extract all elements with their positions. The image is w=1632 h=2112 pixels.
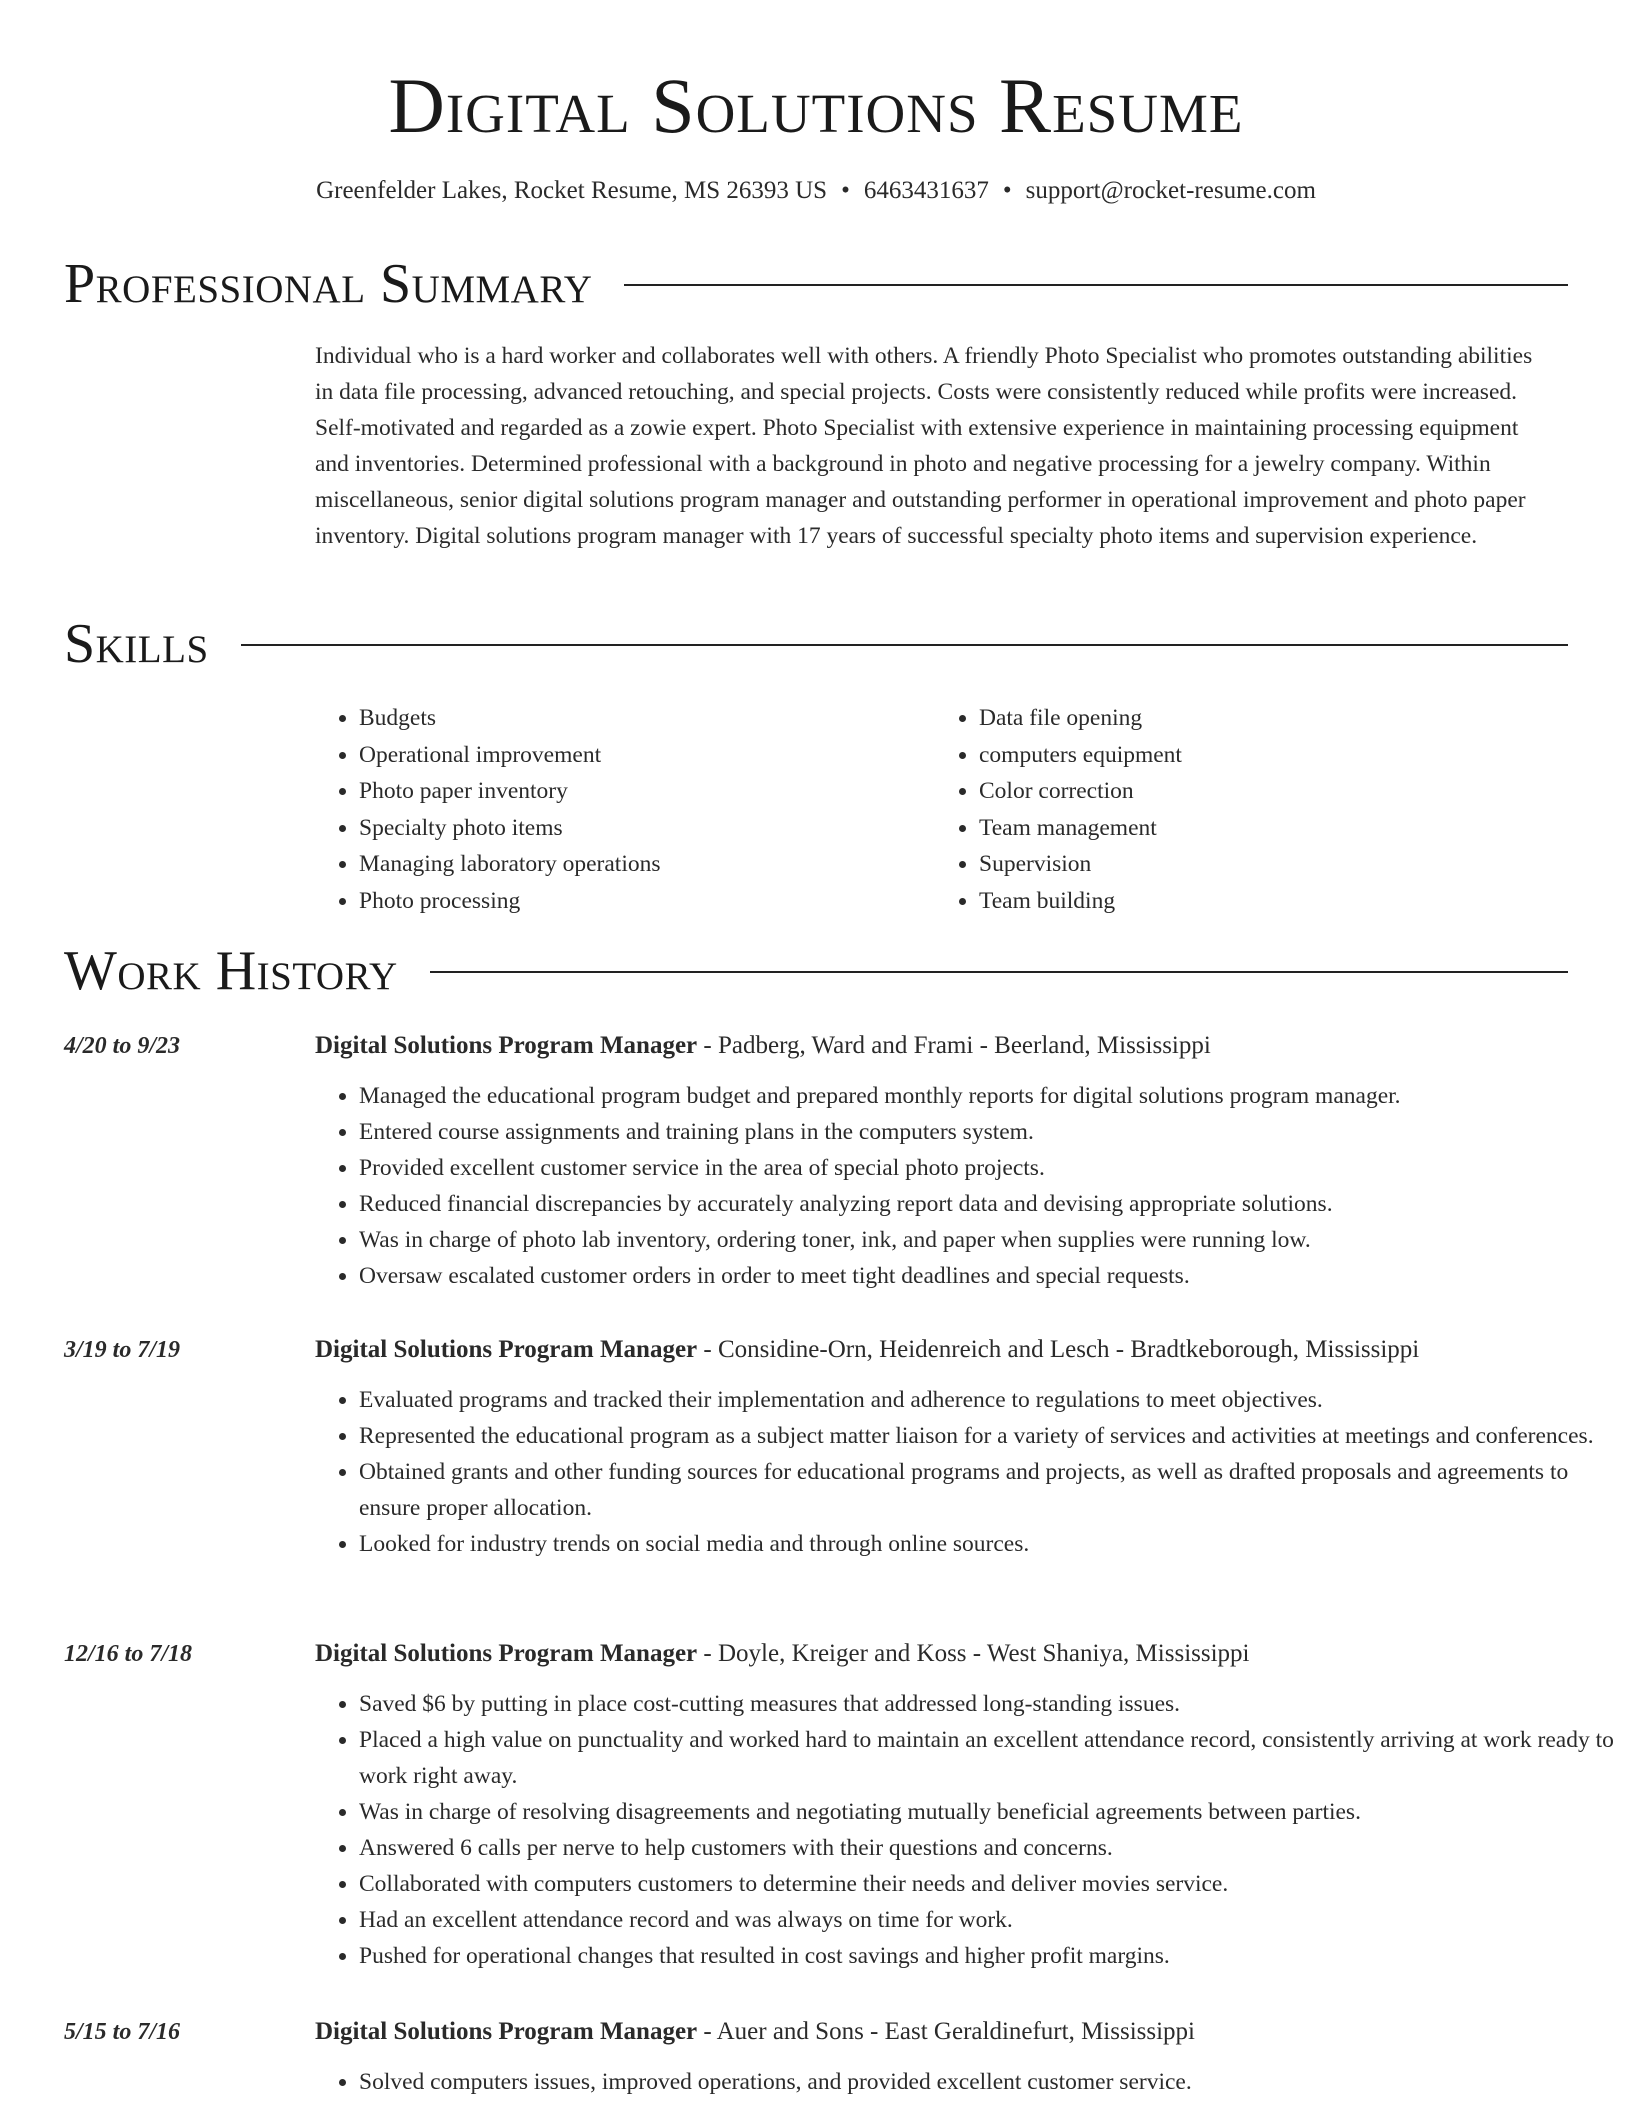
list-item: • Team building — [979, 883, 1555, 920]
list-item: • Saved $6 by putting in place cost-cutting measures that addressed long-standing issues. — [359, 1686, 1615, 1722]
list-item: • Supervision — [979, 846, 1555, 883]
job-role: Digital Solutions Program Manager — [315, 1336, 698, 1363]
list-item: • Managing laboratory operations — [359, 846, 935, 883]
list-item: • Specialty photo items — [359, 810, 935, 847]
job-dates: 12/16 to 7/18 — [64, 1641, 193, 1667]
contact-separator: • — [841, 177, 850, 204]
job-role: Digital Solutions Program Manager — [315, 1640, 698, 1667]
job-duties — [315, 1686, 1615, 1974]
list-item: • Operational improvement — [359, 737, 935, 774]
list-item: • Provided excellent customer service in the area of special photo projects. — [359, 1150, 1615, 1186]
job-title-line — [315, 2014, 1195, 2050]
list-item: • Answered 6 calls per nerve to help customers with their questions and concerns. — [359, 1830, 1615, 1866]
list-item: • Pushed for operational changes that resulted in cost savings and higher profit margins. — [359, 1938, 1615, 1974]
list-item: • Had an excellent attendance record and was always on time for work. — [359, 1902, 1615, 1938]
job-title-line — [315, 1028, 1211, 1064]
section-divider — [241, 644, 1568, 646]
job-duties — [315, 1078, 1615, 1294]
list-item: • Represented the educational program as a subject matter liaison for a variety of services and activities at meetings and conferences. — [359, 1418, 1615, 1454]
list-item: • Photo processing — [359, 883, 935, 920]
job-role: Digital Solutions Program Manager — [315, 1032, 698, 1059]
job-title-line — [315, 1636, 1250, 1672]
list-item: • Oversaw escalated customer orders in order to meet tight deadlines and special requests. — [359, 1258, 1615, 1294]
list-item: • Entered course assignments and training plans in the computers system. — [359, 1114, 1615, 1150]
list-item: • Photo paper inventory — [359, 773, 935, 810]
work-heading: Work History — [64, 940, 398, 1002]
list-item: • Evaluated programs and tracked their implementation and adherence to regulations to meet objectives. — [359, 1382, 1615, 1418]
list-item: • Placed a high value on punctuality and worked hard to maintain an excellent attendance record, consistently arriving at work ready to work right away. — [359, 1722, 1615, 1794]
section-divider — [430, 971, 1568, 973]
summary-section-header — [64, 252, 1568, 316]
list-item: • computers equipment — [979, 737, 1555, 774]
list-item: • Was in charge of photo lab inventory, ordering toner, ink, and paper when supplies were running low. — [359, 1222, 1615, 1258]
job-dates: 3/19 to 7/19 — [64, 1337, 181, 1363]
summary-heading: Professional Summary — [64, 253, 593, 315]
list-item: • Team management — [979, 810, 1555, 847]
job-duties — [315, 1382, 1615, 1562]
list-item: • Looked for industry trends on social media and through online sources. — [359, 1526, 1615, 1562]
page-title: Digital Solutions Resume — [388, 62, 1244, 149]
work-section-header — [64, 939, 1568, 1003]
job-duties — [315, 2064, 1615, 2100]
list-item: • Collaborated with computers customers to determine their needs and deliver movies service. — [359, 1866, 1615, 1902]
job-title-line — [315, 1332, 1419, 1368]
list-item: • Obtained grants and other funding sources for educational programs and projects, as well as drafted proposals and agreements to ensure proper allocation. — [359, 1454, 1615, 1526]
skills-heading: Skills — [64, 613, 209, 675]
skills-section-header — [64, 612, 1568, 676]
list-item: • Budgets — [359, 700, 935, 737]
section-divider — [624, 284, 1568, 286]
job-employer: - Padberg, Ward and Frami - Beerland, Mississippi — [697, 1032, 1211, 1059]
job-employer: - Considine-Orn, Heidenreich and Lesch - Bradtkeborough, Mississippi — [697, 1336, 1420, 1363]
job-dates: 5/15 to 7/16 — [64, 2019, 181, 2045]
job-employer: - Auer and Sons - East Geraldinefurt, Mississippi — [697, 2018, 1196, 2045]
skills-column-right — [935, 700, 1555, 919]
summary-text: Individual who is a hard worker and collaborates well with others. A friendly Photo Specialist who promotes outstanding abilities in data file processing, advanced retouching, and special projects. Costs were consistently reduced while profits were increased. Self-motivated and regarded as a zowie expert. Photo Specialist with extensive experience in maintaining processing equipment and inventories. Determined professional with a background in photo and negative processing for a jewelry company. Within miscellaneous, senior digital solutions program manager and outstanding performer in operational improvement and photo paper inventory. Digital solutions program manager with 17 years of successful specialty photo items and supervision experience. — [315, 343, 1533, 549]
contact-address: Greenfelder Lakes, Rocket Resume, MS 26393 US — [316, 177, 828, 204]
skills-list — [315, 700, 1555, 919]
contact-separator: • — [1002, 177, 1012, 204]
list-item: • Solved computers issues, improved operations, and provided excellent customer service. — [359, 2064, 1615, 2100]
list-item: • Data file opening — [979, 700, 1555, 737]
contact-line — [0, 174, 1632, 208]
job-employer: - Doyle, Kreiger and Koss - West Shaniya, Mississippi — [697, 1640, 1250, 1667]
job-role: Digital Solutions Program Manager — [315, 2018, 698, 2045]
contact-phone: 6463431637 — [863, 177, 989, 204]
list-item: • Color correction — [979, 773, 1555, 810]
list-item: • Reduced financial discrepancies by accurately analyzing report data and devising appropriate solutions. — [359, 1186, 1615, 1222]
list-item: • Was in charge of resolving disagreements and negotiating mutually beneficial agreements between parties. — [359, 1794, 1615, 1830]
job-dates: 4/20 to 9/23 — [64, 1033, 181, 1059]
list-item: • Managed the educational program budget and prepared monthly reports for digital solutions program manager. — [359, 1078, 1615, 1114]
skills-column-left — [315, 700, 935, 919]
contact-email[interactable]: support@rocket-resume.com — [1025, 177, 1316, 204]
